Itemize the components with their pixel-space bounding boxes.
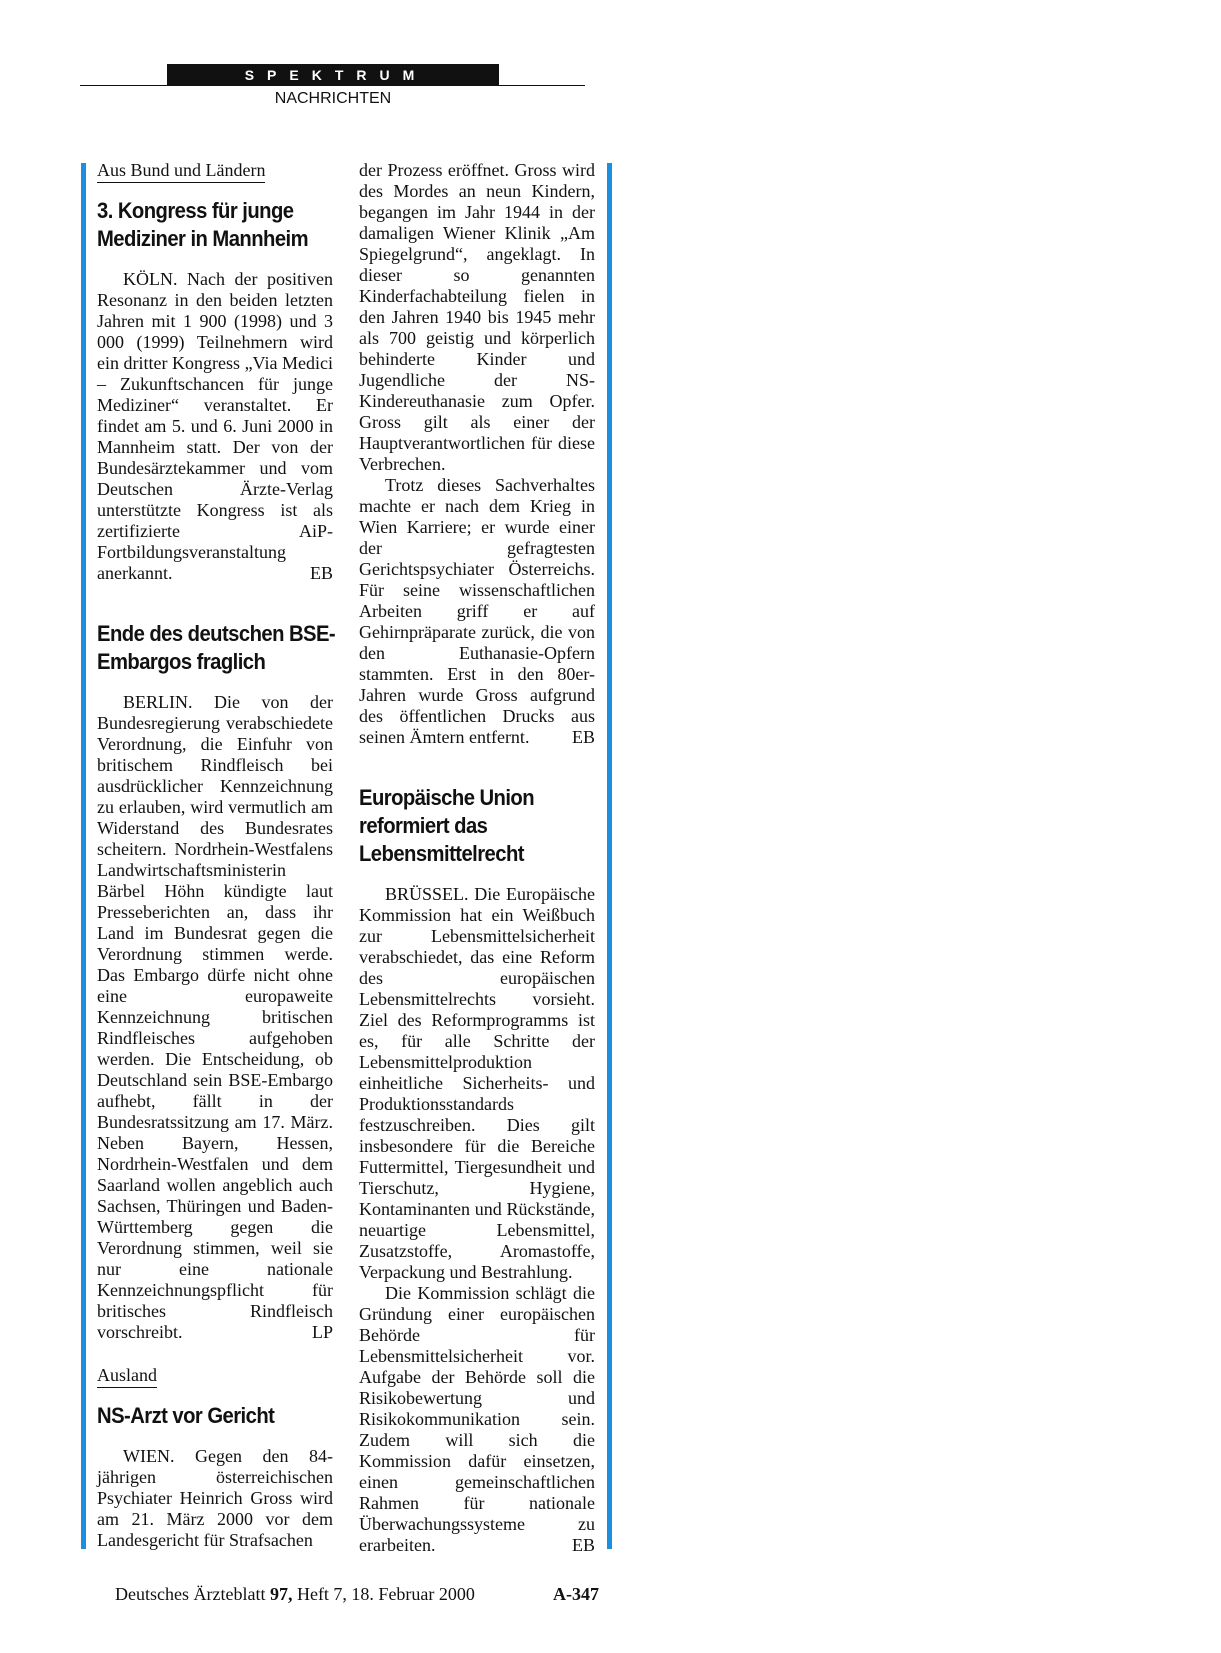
article-headline: Ende des deutschen BSE-Embargos fraglich	[97, 621, 336, 674]
citation-issue: Heft 7, 18. Februar 2000	[292, 1584, 475, 1604]
author-initials: LP	[311, 1322, 333, 1342]
section-banner: SPEKTRUM	[167, 64, 499, 86]
section-label: Aus Bund und Ländern	[97, 160, 265, 183]
author-initials: EB	[571, 1535, 595, 1555]
article-headline: 3. Kongress für junge Mediziner in Mannheim	[97, 198, 309, 251]
section-label: Ausland	[97, 1365, 157, 1388]
article-headline: Europäische Union reformiert das Lebensmittelrecht	[359, 785, 535, 866]
citation-journal: Deutsches Ärzteblatt	[115, 1584, 270, 1604]
article-body: BERLIN. Die von der Bundesregierung verabschiedete Verordnung, die Einfuhr von britischem Rindfleisch bei ausdrücklicher Kennzeichnung zu erlauben, wird vermutlich am Widerstand des Bundesrates scheitern. Nordrhein-Westfalens Landwirtschaftsministerin Bärbel Höhn kündigte laut Presseberichten an, dass ihr Land im Bundesrat gegen die Verordnung stimmen werde. Das Embargo dürfe nicht ohne eine europaweite Kennzeichnung britischen Rindfleisches aufgehoben werden. Die Entscheidung, ob Deutschland sein BSE-Embargo aufhebt, fällt in der Bundesratssitzung am 17. März. Neben Bayern, Hessen, Nordrhein-Westfalen und dem Saarland wollen angeblich auch Sachsen, Thüringen und Baden-Württemberg gegen die Verordnung stimmen, weil sie nur eine nationale Kennzeichnungspflicht für britisches Rindfleisch vorschreibt. LP	[97, 692, 333, 1342]
article-body: WIEN. Gegen den 84-jährigen österreichischen Psychiater Heinrich Gross wird am 21. März 2000 vor dem Landesgericht für Strafsachen	[97, 1446, 333, 1550]
citation-volume: 97,	[269, 1584, 293, 1604]
article-body: Die Kommission schlägt die Gründung einer europäischen Behörde für Lebensmittelsicherheit vor. Aufgabe der Behörde soll die Risikobewertung und Risikokommunikation sein. Zudem will sich die Kommission dafür einsetzen, einen gemeinschaftlichen Rahmen für nationale Überwachungssysteme zu erarbeiten. EB	[359, 1283, 595, 1555]
article-body: BRÜSSEL. Die Europäische Kommission hat ein Weißbuch zur Lebensmittelsicherheit verabschiedet, das eine Reform des europäischen Lebensmittelrechts vorsieht. Ziel des Reformprogramms ist es, für alle Schritte der Lebensmittelproduktion einheitliche Sicherheits- und Produktionsstandards festzuschreiben. Dies gilt insbesondere für die Bereiche Futtermittel, Tiergesundheit und Tierschutz, Hygiene, Kontaminanten und Rückstände, neuartige Lebensmittel, Zusatzstoffe, Aromastoffe, Verpackung und Bestrahlung.	[359, 884, 595, 1282]
column-1	[97, 160, 336, 1551]
article-body-continued: der Prozess eröffnet. Gross wird des Mordes an neun Kindern, begangen im Jahr 1944 in der damaligen Wiener Klinik „Am Spiegelgrund“, angeklagt. In dieser so genannten Kinderfachabteilung fielen in den Jahren 1940 bis 1945 mehr als 700 geistig und körperlich behinderte Kinder und Jugendliche der NS-Kindereuthanasie zum Opfer. Gross gilt als einer der Hauptverantwortlichen für diese Verbrechen.	[359, 160, 595, 474]
article-body: Trotz dieses Sachverhaltes machte er nach dem Krieg in Wien Karriere; er wurde einer der gefragtesten Gerichtspsychiater Österreichs. Für seine wissenschaftlichen Arbeiten griff er auf Gehirnpräparate zurück, die von den Euthanasie-Opfern stammten. Erst in den 80er-Jahren wurde Gross aufgrund des öffentlichen Drucks aus seinen Ämtern entfernt. EB	[359, 475, 595, 747]
page-footer	[115, 1584, 599, 1605]
column-2	[359, 160, 595, 1556]
article-headline: NS-Arzt vor Gericht	[97, 1403, 275, 1428]
column-left-rule	[81, 163, 86, 1549]
header-rule-left	[80, 85, 167, 86]
article-body: KÖLN. Nach der positiven Resonanz in den beiden letzten Jahren mit 1 900 (1998) und 3 000 (1999) Teilnehmern wird ein dritter Kongress „Via Medici – Zukunftschancen für junge Mediziner“ veranstaltet. Er findet am 5. und 6. Juni 2000 in Mannheim statt. Der von der Bundesärztekammer und vom Deutschen Ärzte-Verlag unterstützte Kongress ist als zertifizierte AiP-Fortbildungsveranstaltung anerkannt. EB	[97, 269, 333, 583]
page-number: A-347	[553, 1584, 599, 1604]
author-initials: EB	[571, 727, 595, 747]
subsection-label: NACHRICHTEN	[274, 90, 392, 107]
author-initials: EB	[309, 563, 333, 583]
column-right-rule	[607, 163, 612, 1549]
header-rule-right	[499, 85, 585, 86]
